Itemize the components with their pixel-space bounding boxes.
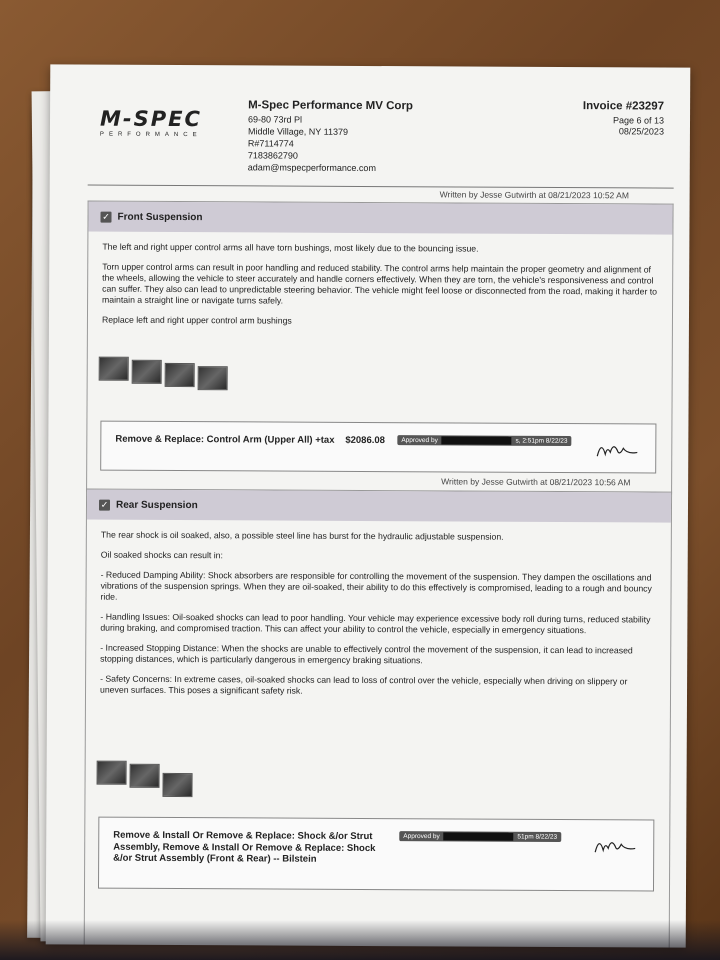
section-title: Rear Suspension	[115, 499, 198, 511]
section-header	[88, 202, 672, 235]
section-title: Front Suspension	[117, 211, 203, 223]
redaction-bar	[444, 832, 514, 840]
signature-icon	[593, 436, 639, 462]
section-header	[87, 490, 671, 523]
company-name: M-Spec Performance MV Corp	[248, 99, 414, 113]
paragraph: - Safety Concerns: In extreme cases, oil-soaked shocks can lead to loss of control over the vehicle, especially when driving on slippery or uneven surfaces. This poses a significant safety risk.	[100, 673, 628, 696]
approval-badge	[399, 831, 561, 842]
logo-text: M-SPEC	[99, 106, 202, 132]
checkbox-checked-icon: ✓	[102, 211, 110, 222]
approval-label: Approved by	[401, 436, 438, 445]
line-item-description: Remove & Replace: Control Arm (Upper All) +tax	[115, 433, 335, 446]
paragraph: - Increased Stopping Distance: When the shocks are unable to effectively control the movement of the suspension, it can lead to increased stopping distances, which is particularly dangerous in emergency braking situations.	[100, 642, 633, 666]
photo-thumbnail[interactable]	[162, 773, 192, 797]
line-item-description: Remove & Install Or Remove & Replace: Shock &/or Strut Assembly, Remove & Install Or Remove & Replace: Shock &/or Strut Assembly (Front & Rear) -- Bilstein	[113, 829, 376, 865]
company-info	[248, 99, 413, 174]
paragraph: - Reduced Damping Ability: Shock absorbers are responsible for controlling the movement of the suspension. They dampen the oscillations and vibrations of the suspension springs. When they are oil-soaked, their ability to do this effectively is compromised, leading to a rough and bouncy ride.	[100, 569, 652, 602]
approval-time: s, 2:51pm 8/22/23	[515, 437, 568, 445]
photo-thumbnail[interactable]	[132, 360, 162, 384]
invoice-number: Invoice #23297	[582, 100, 665, 113]
photo-thumbnail[interactable]	[99, 357, 129, 381]
approval-time: 51pm 8/22/23	[517, 833, 558, 841]
line-item	[100, 421, 656, 474]
photo-thumbnail[interactable]	[198, 366, 228, 390]
signature-icon	[591, 832, 637, 858]
invoice-info	[583, 101, 664, 137]
approval-badge	[397, 435, 571, 446]
line-item-price: $2086.08	[345, 434, 385, 447]
paragraph: Replace left and right upper control arm bushings	[101, 314, 292, 326]
checkbox-checked-icon: ✓	[100, 499, 109, 510]
paragraph: - Handling Issues: Oil-soaked shocks can lead to poor handling. Your vehicle may experience excessive body roll during turns, reduced stability during braking, and compromised traction. This can affect your ability to control the vehicle, especially in emergency situations.	[100, 611, 651, 636]
section-body	[86, 520, 671, 699]
paragraph: The rear shock is oil soaked, also, a possible steel line has burst for the hydraulic adjustable suspension.	[100, 529, 504, 542]
invoice-date: 08/25/2023	[618, 126, 664, 137]
photo-thumbnails	[96, 761, 192, 798]
divider	[88, 185, 674, 189]
paragraph: The left and right upper control arms all have torn bushings, most likely due to the bouncing issue.	[102, 241, 479, 254]
page-number: Page 6 of 13	[612, 115, 665, 126]
email-address: adam@mspecperformance.com	[247, 162, 376, 174]
written-by-front: Written by Jesse Gutwirth at 08/21/2023 10:52 AM	[439, 189, 629, 201]
company-logo	[100, 107, 230, 139]
paragraph: Oil soaked shocks can result in:	[100, 549, 223, 561]
phone-number: 7183862790	[247, 150, 298, 161]
address-line-1: 69-80 73rd Pl	[247, 114, 303, 125]
address-line-2: Middle Village, NY 11379	[247, 126, 349, 137]
bottom-shadow	[0, 920, 720, 960]
registration-number: R#7114774	[247, 138, 294, 149]
paragraph: Torn upper control arms can result in poor handling and reduced stability. The control arms help maintain the proper geometry and alignment of the wheels, allowing the vehicle to steer accurately and handle corners effectively. When they are torn, the vehicle's responsiveness and control can suffer. They also can lead to unpredictable steering behavior. The vehicle might feel loose or disconnected from the road, making it harder to maintain a straight line or navigate turns safely.	[102, 261, 658, 306]
photo-thumbnail[interactable]	[165, 363, 195, 387]
written-by-rear: Written by Jesse Gutwirth at 08/21/2023 10:56 AM	[441, 476, 631, 488]
approval-label: Approved by	[403, 832, 440, 841]
photo-thumbnail[interactable]	[130, 764, 160, 788]
photo-thumbnail[interactable]	[97, 761, 127, 785]
logo-subtext: PERFORMANCE	[99, 131, 202, 139]
section-body	[88, 232, 672, 329]
line-item	[98, 817, 654, 892]
redaction-bar	[442, 436, 512, 444]
photo-thumbnails	[99, 357, 228, 391]
invoice-page	[46, 64, 691, 947]
